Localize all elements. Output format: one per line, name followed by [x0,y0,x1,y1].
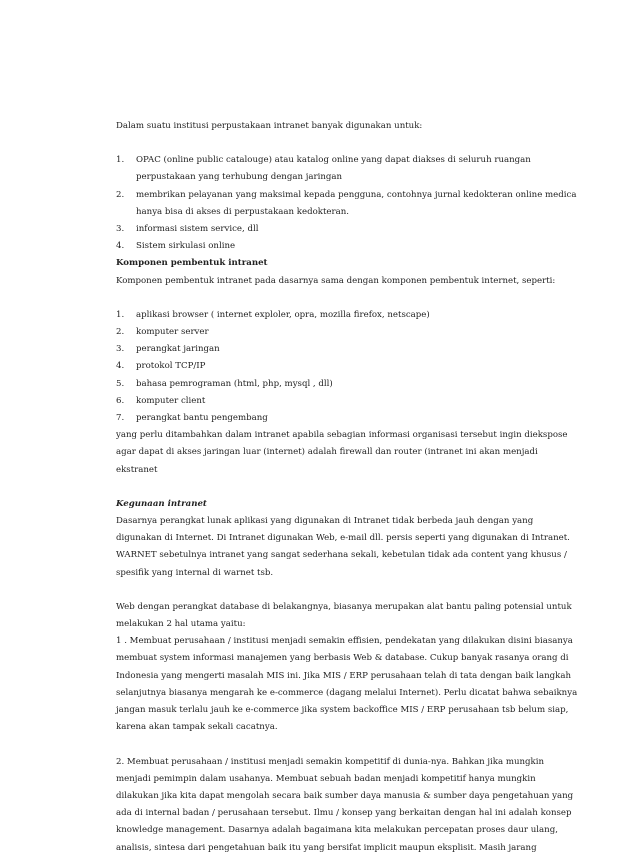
list-number: 6. [116,395,125,406]
list-text: komputer client [136,395,206,406]
list-item [116,341,578,358]
komponen-intro: Komponen pembentuk intranet pada dasarnya sama dengan komponen pembentuk internet, seperti: [116,275,556,286]
list-item [116,376,578,393]
list-number: 5. [116,378,125,389]
list-text: bahasa pemrograman (html, php, mysql , dll) [136,378,333,389]
list-item [116,324,578,341]
list-text: protokol TCP/IP [136,361,206,372]
kegunaan-paragraph-4: 2. Membuat perusahaan / institusi menjadi semakin kompetitif di dunia-nya. Bahkan jika mungkin menjadi pemimpin dalam usahanya. Membuat sebuah badan menjadi kompetitif hanya mungkin dilakukan jika kita dapat mengolah secara baik sumber daya manusia & sumber daya pengetahuan yang ada di internal badan / perusahaan tersebut. Ilmu / konsep yang berkaitan dengan hal ini adalah konsep knowledge management. Dasarnya adalah bagaimana kita melakukan percepatan proses daur ulang, analisis, sintesa dari pengetahuan baik itu yang bersifat implicit maupun eksplisit. Masih jarang [116,756,574,853]
spacer [116,135,578,152]
list-item [116,393,578,410]
component-list [116,307,578,427]
document-page [116,118,578,857]
list-number: 2. [116,189,125,200]
list-text: informasi sistem service, dll [136,224,259,235]
kegunaan-paragraph-3: 1 . Membuat perusahaan / institusi menjadi semakin effisien, pendekatan yang dilakukan disini biasanya membuat system informasi manajemen yang berbasis Web & database. Cukup banyak rasanya orang di Indonesia yang mengerti masalah MIS ini. Jika MIS / ERP perusahaan telah di tata dengan baik langkah selanjutnya biasanya mengarah ke e-commerce (dagang melalui Internet). Perlu dicatat bahwa sebaiknya jangan masuk terlalu jauh ke e-commerce jika system backoffice MIS / ERP perusahaan tsb belum siap, karena akan tampak sekali cacatnya. [116,636,578,733]
komponen-outro: yang perlu ditambahkan dalam intranet apabila sebagian informasi organisasi tersebut ingin diekspose agar dapat di akses jaringan luar (internet) adalah firewall dan router (intranet ini akan menjadi ekstranet [116,430,568,475]
spacer [116,479,578,496]
list-item [116,187,578,221]
intro-paragraph: Dalam suatu institusi perpustakaan intranet banyak digunakan untuk: [116,121,423,131]
list-item [116,410,578,427]
list-text: OPAC (online public catalouge) atau katalog online yang dapat diakses di seluruh ruangan perpustakaan yang terhubung dengan jaringan [136,155,531,183]
list-text: perangkat jaringan [136,344,220,355]
spacer [116,582,578,599]
kegunaan-paragraph-2: Web dengan perangkat database di belakangnya, biasanya merupakan alat bantu paling potensial untuk melakukan 2 hal utama yaitu: [116,601,572,630]
list-number: 3. [116,344,125,355]
list-item [116,221,578,238]
usage-list [116,152,578,255]
list-number: 4. [116,241,125,252]
list-item [116,238,578,255]
list-number: 1. [116,309,125,320]
list-number: 4. [116,361,125,372]
spacer [116,737,578,754]
kegunaan-paragraph-1: Dasarnya perangkat lunak aplikasi yang digunakan di Intranet tidak berbeda jauh dengan yang digunakan di Internet. Di Intranet digunakan Web, e-mail dll. persis seperti yang digunakan di Intranet. WARNET sebetulnya intranet yang sangat sederhana sekali, kebetulan tidak ada content yang khusus / spesifik yang internal di warnet tsb. [116,516,570,578]
list-text: Sistem sirkulasi online [136,241,236,252]
spacer [116,290,578,307]
section-heading-kegunaan: Kegunaan intranet [116,498,207,509]
section-heading-komponen: Komponen pembentuk intranet [116,258,268,269]
list-number: 1. [116,155,125,166]
list-number: 7. [116,413,125,424]
list-number: 2. [116,327,125,338]
list-text: perangkat bantu pengembang [136,413,268,424]
list-number: 3. [116,224,125,235]
list-item [116,307,578,324]
list-item [116,152,578,186]
list-text: aplikasi browser ( internet exploler, opra, mozilla firefox, netscape) [136,309,430,320]
list-item [116,358,578,375]
list-text: komputer server [136,327,209,338]
list-text: membrikan pelayanan yang maksimal kepada pengguna, contohnya jurnal kedokteran online medica hanya bisa di akses di perpustakaan kedokteran. [136,189,577,217]
